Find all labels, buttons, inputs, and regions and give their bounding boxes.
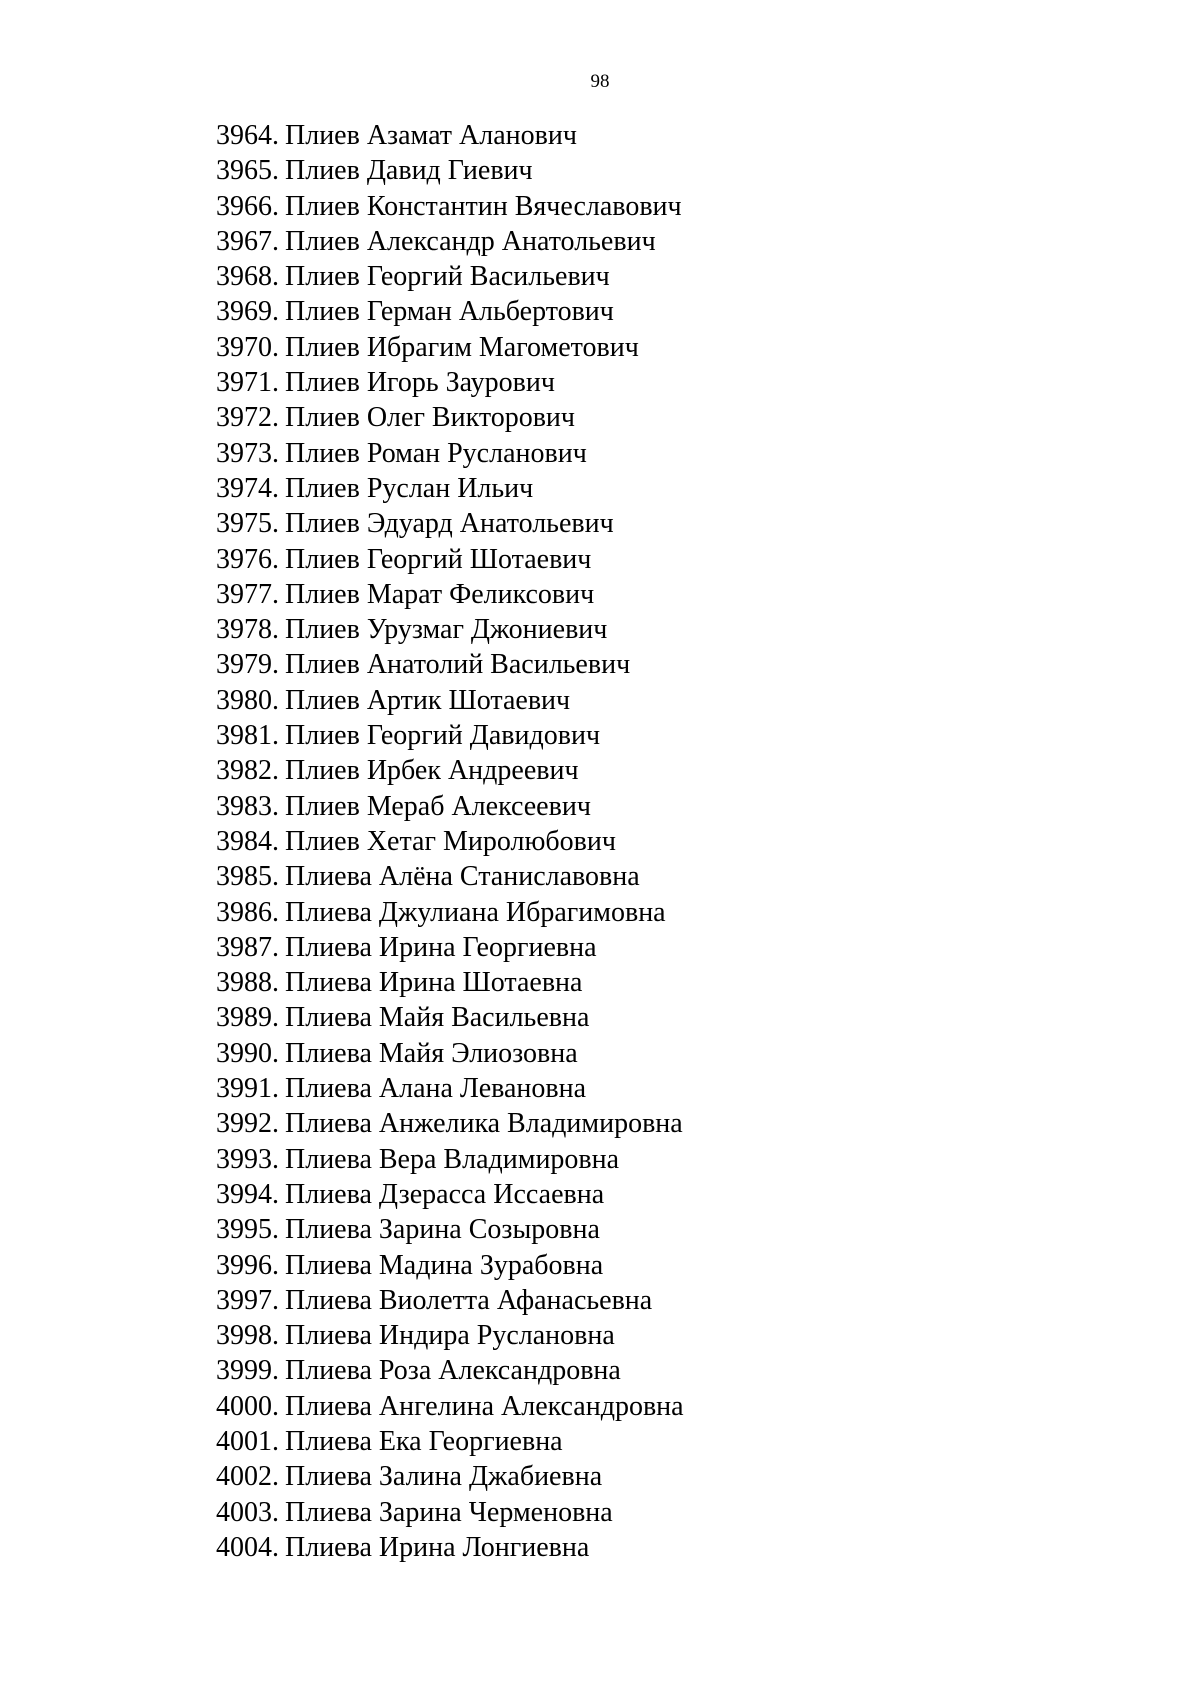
list-item — [216, 1248, 684, 1283]
list-item — [216, 1177, 684, 1212]
list-item-number: 3997. — [216, 1284, 279, 1316]
list-item-name: Плиева Мадина Зурабовна — [285, 1249, 604, 1281]
list-item — [216, 118, 684, 153]
list-item-name: Плиева Алана Левановна — [285, 1073, 587, 1105]
list-item — [216, 612, 684, 647]
list-item-number: 4000. — [216, 1390, 279, 1422]
list-item-name: Плиева Майя Васильевна — [285, 1002, 590, 1034]
list-item-number: 3999. — [216, 1355, 279, 1387]
list-item — [216, 1389, 684, 1424]
list-item — [216, 930, 684, 965]
list-item — [216, 189, 684, 224]
list-item-number: 3982. — [216, 755, 279, 787]
list-item — [216, 436, 684, 471]
list-item — [216, 1142, 684, 1177]
list-item — [216, 259, 684, 294]
list-item-number: 3976. — [216, 543, 279, 575]
list-item-number: 4002. — [216, 1461, 279, 1493]
list-item-name: Плиева Зарина Черменовна — [285, 1496, 613, 1528]
list-item-name: Плиев Игорь Заурович — [285, 367, 555, 399]
list-item — [216, 1283, 684, 1318]
list-item — [216, 718, 684, 753]
list-item-name: Плиева Роза Александровна — [285, 1355, 621, 1387]
list-item-number: 4003. — [216, 1496, 279, 1528]
list-item — [216, 859, 684, 894]
list-item-name: Плиева Вера Владимировна — [285, 1143, 620, 1175]
list-item — [216, 1459, 684, 1494]
list-item — [216, 542, 684, 577]
page-number: 98 — [590, 71, 610, 92]
list-item — [216, 1495, 684, 1530]
list-item-number: 3964. — [216, 120, 279, 151]
list-item — [216, 789, 684, 824]
list-item — [216, 824, 684, 859]
list-item — [216, 1353, 684, 1388]
list-item-name: Плиева Ирина Лонгиевна — [285, 1531, 590, 1563]
list-item-name: Плиев Мераб Алексеевич — [285, 790, 591, 822]
list-item-number: 3969. — [216, 296, 279, 328]
list-item-number: 3992. — [216, 1108, 279, 1140]
list-item-number: 3965. — [216, 155, 279, 187]
list-item — [216, 1106, 684, 1141]
list-item-name: Плиев Руслан Ильич — [285, 472, 534, 504]
list-item-number: 3990. — [216, 1037, 279, 1069]
list-item-name: Плиева Ирина Георгиевна — [285, 931, 597, 963]
list-item — [216, 1424, 684, 1459]
list-item-number: 3968. — [216, 261, 279, 293]
list-item-number: 3991. — [216, 1073, 279, 1105]
list-item — [216, 224, 684, 259]
list-item-number: 3994. — [216, 1178, 279, 1210]
list-item-number: 3966. — [216, 190, 279, 222]
list-item-name: Плиев Олег Викторович — [285, 402, 575, 434]
list-item-number: 4001. — [216, 1425, 279, 1457]
list-item — [216, 1071, 684, 1106]
list-item-name: Плиев Роман Русланович — [285, 437, 587, 469]
list-item-name: Плиев Артик Шотаевич — [285, 684, 571, 716]
list-item — [216, 1318, 684, 1353]
list-item — [216, 294, 684, 329]
list-item-number: 3980. — [216, 684, 279, 716]
list-item-number: 3974. — [216, 472, 279, 504]
list-item-name: Плиев Ирбек Андреевич — [285, 755, 579, 787]
list-item-number: 3995. — [216, 1214, 279, 1246]
list-item-number: 3998. — [216, 1320, 279, 1352]
list-item-number: 3975. — [216, 508, 279, 540]
list-item-name: Плиева Ирина Шотаевна — [285, 967, 583, 999]
list-item-name: Плиев Георгий Давидович — [285, 720, 601, 752]
list-item-name: Плиева Анжелика Владимировна — [285, 1108, 683, 1140]
list-item-name: Плиев Герман Альбертович — [285, 296, 614, 328]
list-item-name: Плиева Дзерасса Иссаевна — [285, 1178, 605, 1210]
list-item-number: 3986. — [216, 896, 279, 928]
list-item-number: 3978. — [216, 614, 279, 646]
list-item — [216, 471, 684, 506]
list-item-number: 3973. — [216, 437, 279, 469]
list-item-name: Плиев Давид Гиевич — [285, 155, 533, 187]
list-item-number: 3981. — [216, 720, 279, 752]
list-item-number: 3993. — [216, 1143, 279, 1175]
list-item-name: Плиев Георгий Васильевич — [285, 261, 610, 293]
list-item — [216, 506, 684, 541]
list-item-number: 3979. — [216, 649, 279, 681]
list-item-name: Плиев Хетаг Миролюбович — [285, 825, 616, 857]
list-item — [216, 330, 684, 365]
list-item-name: Плиева Виолетта Афанасьевна — [285, 1284, 653, 1316]
list-item — [216, 365, 684, 400]
list-item-name: Плиев Азамат Аланович — [285, 120, 577, 151]
list-item — [216, 1530, 684, 1565]
list-item-name: Плиев Эдуард Анатольевич — [285, 508, 614, 540]
list-item-number: 3972. — [216, 402, 279, 434]
list-item-name: Плиев Анатолий Васильевич — [285, 649, 631, 681]
list-item-number: 3988. — [216, 967, 279, 999]
list-item-name: Плиев Константин Вячеславович — [285, 190, 682, 222]
list-item-name: Плиева Ангелина Александровна — [285, 1390, 684, 1422]
list-item-name: Плиева Зарина Созыровна — [285, 1214, 600, 1246]
list-item-number: 3996. — [216, 1249, 279, 1281]
list-item-number: 3985. — [216, 861, 279, 893]
list-item-number: 3967. — [216, 225, 279, 257]
name-list — [216, 118, 684, 1565]
list-item-name: Плиев Георгий Шотаевич — [285, 543, 592, 575]
list-item-name: Плиева Джулиана Ибрагимовна — [285, 896, 666, 928]
list-item-name: Плиева Алёна Станиславовна — [285, 861, 640, 893]
list-item — [216, 1212, 684, 1247]
list-item-name: Плиев Александр Анатольевич — [285, 225, 656, 257]
list-item-name: Плиева Индира Руслановна — [285, 1320, 615, 1352]
list-item-name: Плиев Ибрагим Магометович — [285, 331, 639, 363]
list-item-name: Плиева Майя Элиозовна — [285, 1037, 578, 1069]
list-item-number: 3977. — [216, 578, 279, 610]
list-item-number: 3987. — [216, 931, 279, 963]
list-item — [216, 895, 684, 930]
list-item-number: 3970. — [216, 331, 279, 363]
list-item-name: Плиев Марат Феликсович — [285, 578, 595, 610]
list-item — [216, 1036, 684, 1071]
list-item-name: Плиев Урузмаг Джониевич — [285, 614, 608, 646]
list-item — [216, 577, 684, 612]
list-item — [216, 965, 684, 1000]
list-item — [216, 753, 684, 788]
list-item — [216, 400, 684, 435]
list-item-number: 4004. — [216, 1531, 279, 1563]
list-item-number: 3983. — [216, 790, 279, 822]
list-item — [216, 1000, 684, 1035]
list-item-name: Плиева Залина Джабиевна — [285, 1461, 603, 1493]
list-item-number: 3989. — [216, 1002, 279, 1034]
list-item-number: 3971. — [216, 367, 279, 399]
list-item — [216, 647, 684, 682]
list-item — [216, 683, 684, 718]
list-item — [216, 153, 684, 188]
list-item-name: Плиева Ека Георгиевна — [285, 1425, 563, 1457]
list-item-number: 3984. — [216, 825, 279, 857]
